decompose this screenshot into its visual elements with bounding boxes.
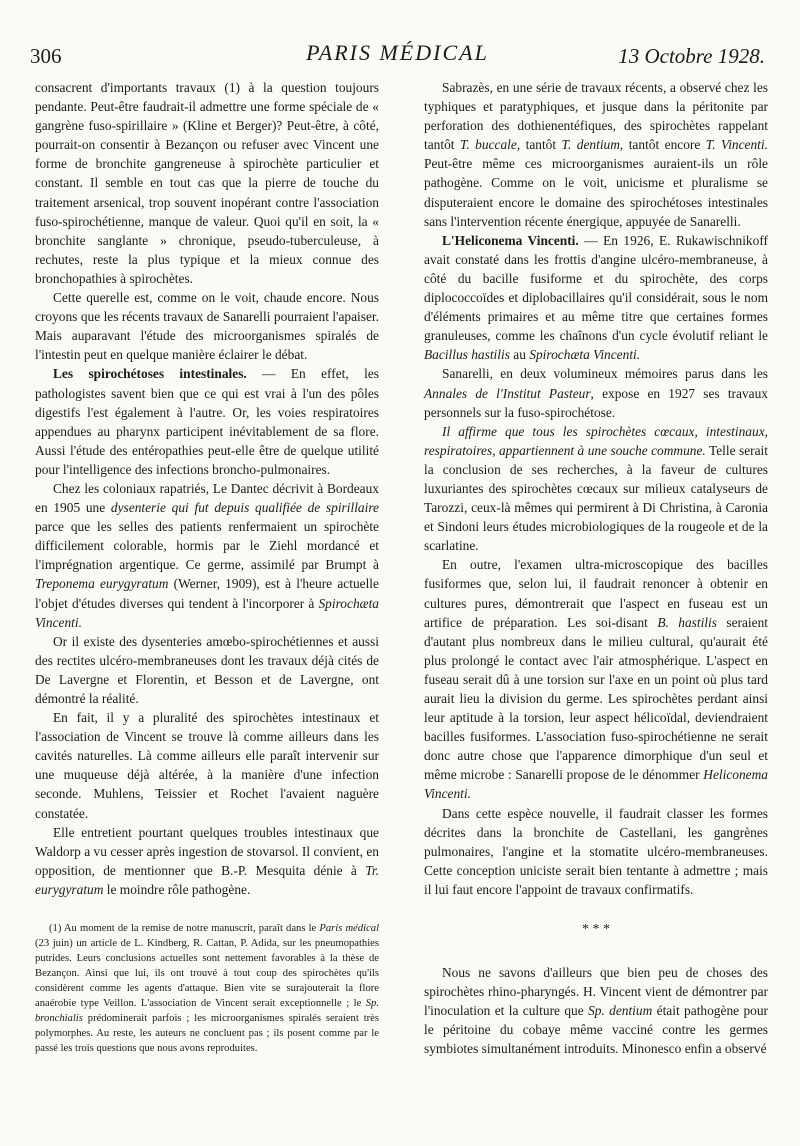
paragraph-text: Telle serait la conclusion de ses recherches, à la faveur de cultures luxuriantes des spirochètes cœcaux sur milieux catalyseurs de Tarozzi, ceux-là mêmes qui permirent à Di Christina, à Caronia et Sindoni leurs études microbiologiques de la rougeole et de la scarlatine. [424,442,769,554]
paragraph: consacrent d'importants travaux (1) à la question toujours pendante. Peut-être faudrait-il admettre une forme spéciale de « gangrène fuso-spirillaire » (Kline et Berger)? Peut-être, à côté, pourrait-on consentir à Bezançon ou refuser avec Vincent une forme de bronchite gangreneuse à spirochète particulier et constant. Il semble en tout cas que la pierre de touche du traitement arsenical, trop souvent inopérant contre l'association fuso-spirochétienne, manque de valeur. Quoi qu'il en soit, la « bronchite sanglante » chronique, pseudo-tuberculeuse, à rechutes, reste la plus typique et la mieux connue des bronchopathies à spirochètes. [35,80,379,286]
paragraph-text: était pathogène pour le péritoine du cobaye même vacciné contre les germes symbiotes simultanément introduits. Minonesco enfin a observé [424,1003,768,1057]
italic-text: Spirochæta Vincenti. [35,595,379,630]
footnote [35,921,379,1056]
italic-text: Heliconema Vincenti. [424,767,768,802]
paragraph-text: parce que les selles des patients renfermaient un spirochète difficilement colorable, hormis par le Ziehl mordancé et l'imprégnation argentique. Ce germe, assimilé par Brumpt à [35,519,379,573]
footnotes [35,921,379,1056]
paragraph [424,555,768,803]
paragraph-text: Sabrazès, en une série de travaux récents, a observé chez les typhiques et paratyphiques, et jusque dans la péritonite par perforation des dothienentéfiques, des spirochètes rappelant tantôt [424,80,768,153]
paragraph-text: En outre, l'examen ultra-microscopique des bacilles fusiformes que, selon lui, il faudrait renoncer à obtenir en cultures pures, démontrerait que l'aspect en fuseau est un artifice de préparation. Les soi-disant [424,557,768,630]
paragraph-text: au [509,347,530,363]
italic-text: Sp. bronchialis [35,998,379,1025]
paragraph [35,823,379,899]
paragraph-text: seraient d'autant plus nombreux dans le milieu cultural, qu'aurait été plus prolongé le contact avec l'air atmosphérique. L'aspect en fuseau serait dû à une torsion sur l'axe en un point où plus tard aurait lieu la division du germe. Les spirochètes perdant ainsi leur aptitude à la torsion, leur aspect hélicoïdal, deviendraient bacilles fusiformes. L'association fuso-spirochétienne ne serait donc autre chose que l'apparence dimorphique d'un seul et même microbe : Sanarelli propose de le dénommer [424,614,768,783]
italic-text: Bacillus hastilis [424,347,510,363]
italic-text: T. Vincenti. [705,137,768,153]
footnote-text: (23 juin) un article de L. Kindberg, R. Cattan, P. Adida, sur les pneumopathies putrides. Leurs conclusions actuelles sont nettement favorables à la thèse de Bezançon. Ainsi que lui, ils ont trouvé à tout coup des spirochètes qu'ils considèrent comme les agents d'attaque. Bien vite se surajouterait la flore anaérobie type Veillon. L'association de Vincent serait exceptionnelle ; le [35,938,379,1010]
italic-text: Treponema eurygyratum [35,576,169,592]
italic-text: T. buccale [459,137,517,153]
paragraph-text: Nous ne savons d'ailleurs que bien peu de choses des spirochètes rhino-pharyngés. H. Vincent vient de démontrer par l'inoculation et la culture que [424,965,768,1019]
paragraph [424,78,768,231]
italic-text: Annales de l'Institut Pasteur [424,385,591,401]
italic-text: Sp. dentium [588,1003,653,1019]
paragraph-text: — En effet, les pathologistes savent bien que ce qui est vrai à l'un des pôles digestifs l'est également à l'autre. Or, les voies respiratoires appendues au pharynx participent inévitablement de sa flore. Aussi l'étude des entéropathies peut-elle être de quelque utilité pour l'intelligence des infections broncho-pulmonaires. [35,366,379,477]
paragraph [424,963,768,1058]
paragraph [35,479,379,632]
paragraph: Or il existe des dysenteries amœbo-spirochétiennes et aussi des rectites ulcéro-membraneuses dont les travaux déjà cités de De Lavergne et Florentin, et Besson et de Lavergne, ont démontré la réalité. [35,633,379,706]
paragraph [35,364,379,479]
italic-text: T. dentium [561,137,620,153]
footnote-text: (1) Au moment de la remise de notre manuscrit, paraît dans le [49,923,320,935]
paragraph-text: (Werner, 1909), est à l'heure actuelle l'objet d'études diverses qui tendent à l'incorporer à [35,576,379,611]
paragraph-text: Peut-être même ces microorganismes auraient-ils un rôle pathogène. Comme on le voit, unicisme et pluralisme se disputeraient encore le domaine des spirochétoses intestinales sans l'intervention récente énergique, appuyée de Sanarelli. [424,156,768,229]
paragraph-text: le moindre rôle pathogène. [103,881,251,897]
right-column [424,78,768,1059]
paragraph: En fait, il y a pluralité des spirochètes intestinaux et l'association de Vincent se trouve là comme ailleurs dans les cavités naturelles. Là comme ailleurs elle paraît intervenir sur une muqueuse déjà altérée, à la manière d'une infection seconde. Muhlens, Teissier et Rochet l'avaient naguère constatée. [35,710,379,821]
italic-text: Tr. eurygyratum [35,862,379,897]
section-separator-asterisks: * * * [582,922,610,938]
paragraph [424,364,768,421]
paragraph-text: , tantôt encore [619,137,706,153]
italic-text: Il affirme que tous les spirochètes cœcaux, intestinaux, respiratoires, appartiennent à une souche commune. [424,423,768,458]
paragraph [424,231,768,365]
page-number: 306 [30,44,62,68]
paragraph-text: — En 1926, E. Rukawischnikoff avait constaté dans les frottis d'angine ulcéro-membraneuse, à côté du bacille fusiforme et du spirochète, des corps diplococcoïdes et diplobacillaires qu'il considérait, sous le nom d'éléments primaires et au même titre que certaines formes granuleuses, comme les chaînons d'un cycle évolutif reliant le [424,232,768,344]
italic-text: B. hastilis [657,614,717,630]
page-header [30,40,765,70]
paragraph-text: , tantôt [516,137,562,153]
footnote-text: prédominerait parfois ; les microorganismes spiralés seraient très polymorphes. Au reste, les auteurs ne concluent pas ; ils posent comme par le passé les trois questions que nous avons reproduites. [35,1013,379,1055]
paragraph: Dans cette espèce nouvelle, il faudrait classer les formes décrites dans la bronchite de Castellani, les gangrènes pulmonaires, l'angine et la stomatite ulcéro-membraneuses. Cette conception uniciste serait bien tentante à admettre ; mais il lui faut encore l'appoint de travaux confirmatifs. [424,805,768,897]
paragraph [424,422,768,556]
paragraph-text: Sanarelli, en deux volumineux mémoires parus dans les [442,366,768,382]
italic-text: Spirochæta Vincenti. [529,347,641,363]
paragraph-text: , expose en 1927 ses travaux personnels sur la fuso-spirochétose. [424,385,768,420]
issue-date: 13 Octobre 1928. [618,44,765,68]
paragraph-text: Elle entretient pourtant quelques troubles intestinaux que Waldorp a vu cesser après ingestion de stovarsol. Il convient, en opposition, de mentionner que B.-P. Mesquita dénie à [35,824,379,878]
paragraph-text: Chez les coloniaux rapatriés, Le Dantec décrivit à Bordeaux en 1905 une [35,480,379,516]
section-heading: L'Heliconema Vincenti. [442,232,579,248]
paragraph: Cette querelle est, comme on le voit, chaude encore. Nous croyons que les récents travaux de Sanarelli pourraient l'apaiser. Mais auparavant l'étude des microorganismes spiralés de l'intestin peut en quelque manière éclairer le débat. [35,290,379,363]
journal-title: PARIS MÉDICAL [306,40,489,65]
section-heading: Les spirochétoses intestinales. [53,366,247,382]
left-column [35,78,379,1056]
italic-text: Paris médical [319,923,380,935]
italic-text: dysenterie qui fut depuis qualifiée de spirillaire [110,500,379,516]
